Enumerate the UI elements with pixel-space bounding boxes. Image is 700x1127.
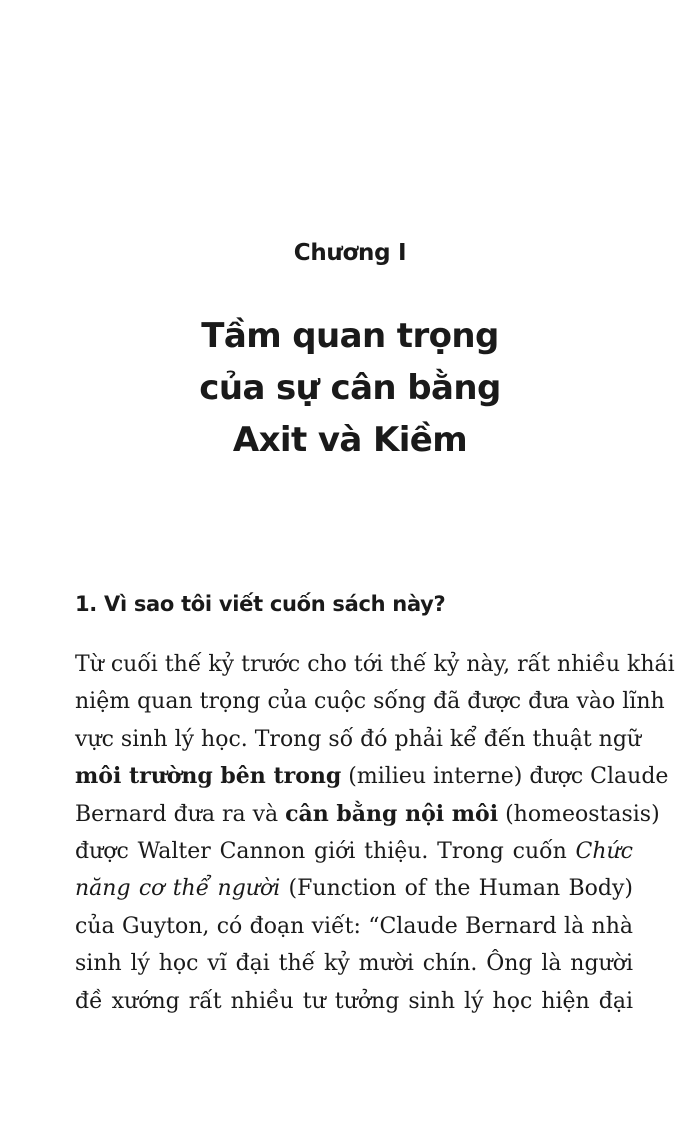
body-text-run: Bernard đưa ra và	[75, 801, 286, 827]
bold-term: môi trường bên trong	[75, 763, 342, 790]
chapter-title	[0, 310, 700, 466]
italic-book-title: Chức	[575, 838, 633, 864]
italic-book-title: năng cơ thể người	[75, 876, 281, 902]
chapter-label: Chương I	[293, 240, 407, 266]
chapter-title-line: của sự cân bằng	[199, 368, 501, 408]
body-line: Từ cuối thế kỷ trước cho tới thế kỷ này, rất nhiều khái	[75, 652, 675, 677]
body-line: niệm quan trọng của cuộc sống đã được đưa vào lĩnh	[75, 689, 665, 715]
body-line	[75, 796, 660, 833]
body-line: đề xướng rất nhiều tư tưởng sinh lý học hiện đại	[75, 988, 633, 1014]
body-text-run: được Walter Cannon giới thiệu. Trong cuốn	[75, 838, 576, 864]
body-line	[75, 758, 669, 795]
section-heading: 1. Vì sao tôi viết cuốn sách này?	[75, 592, 446, 616]
body-line	[75, 833, 633, 870]
bold-term: cân bằng nội môi	[285, 800, 499, 827]
chapter-title-line: Tầm quan trọng	[201, 316, 499, 356]
body-text-run: (Function of the Human Body)	[280, 876, 633, 902]
body-paragraph	[75, 646, 675, 1020]
body-line	[75, 870, 633, 907]
chapter-title-line: Axit và Kiềm	[232, 420, 468, 460]
body-line: của Guyton, có đoạn viết: “Claude Bernard là nhà	[75, 913, 633, 939]
body-text-run: (milieu interne) được Claude	[341, 764, 669, 790]
body-line: sinh lý học vĩ đại thế kỷ mười chín. Ông là người	[75, 951, 633, 977]
body-line: vực sinh lý học. Trong số đó phải kể đến thuật ngữ	[75, 726, 642, 752]
body-text-run: (homeostasis)	[498, 801, 660, 827]
